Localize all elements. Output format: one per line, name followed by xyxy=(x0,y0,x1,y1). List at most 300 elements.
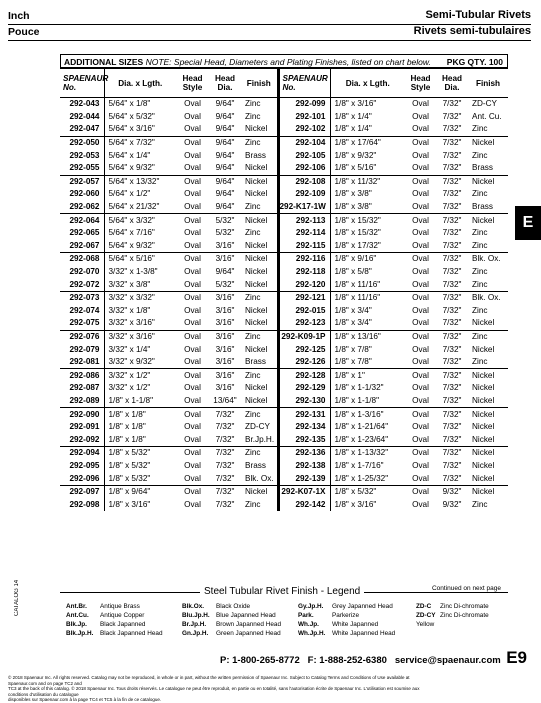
head-style: Oval xyxy=(184,370,201,380)
finish-2: Ant. Cu. xyxy=(472,111,502,121)
legend-abbrev: Wh.Jp.H. xyxy=(298,630,326,637)
head-style-2: Oval xyxy=(412,331,429,341)
finish-2: Nickel xyxy=(472,215,495,225)
head-dia-2: 7/32" xyxy=(436,162,468,175)
fine-line-2: TC3 at the back of this catalog. © 2018 Spaenaur Inc. Tous droits réservés. Le catalogue ne peut être reproduit, en partie ou en totalité, sans l'autorisation écrite de Spaenaur Inc. L'utilisation est soumise aux conditions d'utilisation du catalogue xyxy=(8,686,420,697)
legend-entry xyxy=(416,602,508,611)
finish-2: Nickel xyxy=(468,395,508,408)
item-number: 292-068 xyxy=(60,253,104,266)
table-row xyxy=(60,356,508,369)
head-dia-2: 7/32" xyxy=(442,370,462,380)
finish: Nickel xyxy=(241,175,278,188)
head-style-2: Oval xyxy=(412,267,429,277)
table-row xyxy=(60,98,508,111)
dia-length-2: 1/8" x 1-25/32" xyxy=(330,472,405,485)
item-number: 292-092 xyxy=(60,433,104,446)
head-style: Oval xyxy=(184,499,201,509)
head-dia: 7/32" xyxy=(209,433,241,446)
header-rule-1 xyxy=(8,24,531,25)
finish-2: ZD-CY xyxy=(472,99,498,109)
sizes-note: NOTE: Special Head, Diameters and Plating Finishes, listed on chart below. xyxy=(145,57,431,67)
legend-col-2 xyxy=(182,602,281,638)
finish: Nickel xyxy=(241,266,278,279)
item-number: 292-089 xyxy=(60,395,104,408)
item-number: 292-072 xyxy=(60,278,104,291)
item-number-2: 292-128 xyxy=(278,369,330,382)
legend-desc: Blue Japanned Head xyxy=(216,612,276,619)
dia-length-2: 1/8" x 3/16" xyxy=(334,499,377,509)
head-style: Oval xyxy=(184,138,201,148)
item-number-2: 292-115 xyxy=(278,240,330,253)
head-style: Oval xyxy=(176,240,209,253)
head-style: Oval xyxy=(176,278,209,291)
legend-entry xyxy=(66,611,163,620)
legend-abbrev: Blk.Ox. xyxy=(182,603,205,610)
head-style: Oval xyxy=(184,409,201,419)
item-number-2: 292-K17-1W xyxy=(278,201,330,214)
item-number: 292-079 xyxy=(60,343,104,356)
col-header-spn: SPAENAUR No. xyxy=(60,69,104,98)
head-style-2: Oval xyxy=(412,344,429,354)
item-number: 292-091 xyxy=(60,421,104,434)
head-style-2: Oval xyxy=(412,138,429,148)
finish: Brass xyxy=(241,149,278,162)
fine-line-1: © 2018 Spaenaur Inc. All rights reserved. Catalog may not be reproduced, in whole or in part, without the written permission of Spaenaur Inc. Subject to Catalog Terms and Conditions of Use available at Spaenaur.com and on page TC2 and xyxy=(8,675,410,686)
header-left-fr: Pouce xyxy=(8,26,40,38)
head-style-2: Oval xyxy=(412,189,429,199)
finish: Blk. Ox. xyxy=(241,472,278,485)
finish: Zinc xyxy=(241,98,278,111)
head-style-2: Oval xyxy=(405,433,436,446)
item-number: 292-064 xyxy=(60,214,104,227)
head-style: Oval xyxy=(184,305,201,315)
dia-length: 3/32" x 1/2" xyxy=(108,370,151,380)
item-number: 292-060 xyxy=(60,188,104,201)
header-rule-2 xyxy=(8,40,531,41)
legend-entry xyxy=(182,602,281,611)
head-dia-2: 9/32" xyxy=(442,499,462,509)
head-style: Oval xyxy=(176,395,209,408)
dia-length: 3/32" x 3/8" xyxy=(104,278,176,291)
legend-entry xyxy=(182,620,281,629)
table-row xyxy=(60,447,508,460)
col-header-head-dia-2: Head Dia. xyxy=(436,69,468,98)
legend-abbrev: Blk.Jp. xyxy=(66,621,87,628)
legend-entry xyxy=(298,620,395,629)
continued-note: Continued on next page xyxy=(431,585,501,592)
dia-length: 5/64" x 9/32" xyxy=(104,162,176,175)
col-header-dia: Dia. x Lgth. xyxy=(104,69,176,98)
finish-2: Nickel xyxy=(472,370,495,380)
head-style: Oval xyxy=(176,472,209,485)
head-style-2: Oval xyxy=(405,472,436,485)
finish: Nickel xyxy=(241,162,278,175)
legend-desc: Black Oxide xyxy=(216,603,251,610)
finish-2: Nickel xyxy=(472,138,495,148)
legend-entry xyxy=(298,602,395,611)
dia-length: 5/64" x 7/16" xyxy=(108,228,155,238)
item-number-2: 292-106 xyxy=(278,162,330,175)
dia-length-2: 1/8" x 17/64" xyxy=(334,138,381,148)
legend-abbrev: Gn.Jp.H. xyxy=(182,630,209,637)
head-style-2: Oval xyxy=(412,254,429,264)
dia-length-2: 1/8" x 11/16" xyxy=(334,293,381,303)
head-dia: 5/32" xyxy=(209,278,241,291)
finish: Nickel xyxy=(241,123,278,136)
table-row xyxy=(60,498,508,511)
item-number-2: 292-134 xyxy=(278,421,330,434)
finish-2: Zinc xyxy=(472,150,488,160)
head-style: Oval xyxy=(176,317,209,330)
header-right-en: Semi-Tubular Rivets xyxy=(425,9,531,21)
dia-length: 5/64" x 9/32" xyxy=(104,240,176,253)
dia-length-2: 1/8" x 1-7/16" xyxy=(334,460,384,470)
footer-contact xyxy=(220,655,501,666)
finish-2: Zinc xyxy=(472,189,488,199)
head-style-2: Oval xyxy=(412,460,429,470)
head-dia: 3/16" xyxy=(215,293,235,303)
item-number: 292-074 xyxy=(60,305,104,318)
head-style-2: Oval xyxy=(405,356,436,369)
finish: Nickel xyxy=(241,485,278,498)
catalog-side-label: CATALOG 14 xyxy=(14,579,20,616)
finish-2: Nickel xyxy=(472,344,495,354)
head-dia: 3/16" xyxy=(215,305,235,315)
head-style: Oval xyxy=(184,228,201,238)
legend-desc: Zinc Di-chromate xyxy=(440,603,489,610)
item-number: 292-065 xyxy=(60,227,104,240)
dia-length-2: 1/8" x 15/32" xyxy=(334,215,381,225)
dia-length-2: 1/8" x 3/4" xyxy=(334,305,372,315)
dia-length-2: 1/8" x 13/16" xyxy=(334,331,381,341)
finish: Zinc xyxy=(241,498,278,511)
dia-length: 3/32" x 1-3/8" xyxy=(108,267,158,277)
table-row xyxy=(60,330,508,343)
head-dia-2: 7/32" xyxy=(442,409,462,419)
head-dia-2: 7/32" xyxy=(442,460,462,470)
finish-2: Nickel xyxy=(468,433,508,446)
legend-abbrev: Park. xyxy=(298,612,314,619)
head-dia-2: 7/32" xyxy=(436,433,468,446)
finish: Zinc xyxy=(241,136,278,149)
dia-length-2: 1/8" x 3/8" xyxy=(334,189,372,199)
finish-2: Zinc xyxy=(472,267,488,277)
head-style: Oval xyxy=(184,460,201,470)
item-number-2: 292-142 xyxy=(278,498,330,511)
head-style-2: Oval xyxy=(412,215,429,225)
dia-length: 3/32" x 3/32" xyxy=(108,293,155,303)
dia-length: 1/8" x 5/32" xyxy=(108,448,151,458)
dia-length-2: 1/8" x 1-1/8" xyxy=(330,395,405,408)
legend-desc: Green Japanned Head xyxy=(216,630,281,637)
head-style: Oval xyxy=(184,422,201,432)
dia-length: 3/32" x 9/32" xyxy=(104,356,176,369)
item-number: 292-050 xyxy=(60,136,104,149)
head-dia-2: 7/32" xyxy=(442,189,462,199)
legend-entry xyxy=(416,611,508,629)
head-dia-2: 7/32" xyxy=(442,305,462,315)
finish: Zinc xyxy=(241,330,278,343)
legend-entry xyxy=(66,620,163,629)
finish: Zinc xyxy=(241,201,278,214)
head-style-2: Oval xyxy=(412,409,429,419)
dia-length: 1/8" x 1/8" xyxy=(108,409,146,419)
finish: Nickel xyxy=(241,305,278,318)
table-row xyxy=(60,291,508,304)
head-dia-2: 7/32" xyxy=(436,356,468,369)
head-style: Oval xyxy=(184,267,201,277)
dia-length: 3/32" x 3/16" xyxy=(104,317,176,330)
dia-length: 1/8" x 5/32" xyxy=(104,472,176,485)
col-header-spn-2: SPAENAUR No. xyxy=(278,69,330,98)
finish-2: Zinc xyxy=(468,356,508,369)
item-number-2: 292-125 xyxy=(278,343,330,356)
item-number-2: 292-015 xyxy=(278,305,330,318)
dia-length-2: 1/8" x 1/4" xyxy=(334,111,372,121)
legend-abbrev: Wh.Jp. xyxy=(298,621,319,628)
legend-desc: Antique Brass xyxy=(100,603,140,610)
table-row xyxy=(60,305,508,318)
item-number: 292-073 xyxy=(60,291,104,304)
legend-desc: Black Japanned xyxy=(100,621,146,628)
dia-length: 1/8" x 1/8" xyxy=(104,433,176,446)
table-row xyxy=(60,214,508,227)
item-number: 292-057 xyxy=(60,175,104,188)
finish-2: Brass xyxy=(468,201,508,214)
legend-desc: Black Japanned Head xyxy=(100,630,163,637)
head-dia: 5/32" xyxy=(215,215,235,225)
dia-length-2: 1/8" x 7/8" xyxy=(334,344,372,354)
head-dia: 9/64" xyxy=(209,201,241,214)
legend-desc: Zinc Di-chromate Yellow xyxy=(416,612,489,628)
item-number-2: 292-135 xyxy=(278,433,330,446)
dia-length: 5/64" x 5/32" xyxy=(108,111,155,121)
dia-length: 1/8" x 9/64" xyxy=(108,487,151,497)
head-style: Oval xyxy=(184,344,201,354)
dia-length: 1/8" x 5/32" xyxy=(108,460,151,470)
finish: Nickel xyxy=(241,317,278,330)
finish-2: Nickel xyxy=(468,472,508,485)
item-number-2: 292-123 xyxy=(278,317,330,330)
finish-2: Nickel xyxy=(472,460,495,470)
head-dia: 3/16" xyxy=(215,370,235,380)
head-dia: 7/32" xyxy=(215,422,235,432)
head-style: Oval xyxy=(184,215,201,225)
finish: Brass xyxy=(241,460,278,473)
head-style-2: Oval xyxy=(412,305,429,315)
legend-col-4 xyxy=(416,602,508,629)
table-row xyxy=(60,278,508,291)
head-style-2: Oval xyxy=(412,383,429,393)
page-number: E9 xyxy=(506,648,527,667)
head-dia: 3/16" xyxy=(215,344,235,354)
table-row xyxy=(60,395,508,408)
finish: Nickel xyxy=(241,214,278,227)
dia-length: 5/64" x 1/4" xyxy=(108,150,151,160)
table-row xyxy=(60,266,508,279)
dia-length-2: 1/8" x 11/16" xyxy=(330,278,405,291)
head-dia-2: 7/32" xyxy=(442,111,462,121)
head-dia: 3/16" xyxy=(215,331,235,341)
item-number-2: 292-126 xyxy=(278,356,330,369)
table-header-row xyxy=(60,69,508,98)
dia-length: 5/64" x 3/32" xyxy=(108,215,155,225)
legend-entry xyxy=(182,629,281,638)
head-dia: 9/64" xyxy=(209,123,241,136)
table-row xyxy=(60,175,508,188)
table-row xyxy=(60,485,508,498)
item-number-2: 292-109 xyxy=(278,188,330,201)
head-style-2: Oval xyxy=(412,176,429,186)
table-row xyxy=(60,472,508,485)
item-number-2: 292-114 xyxy=(278,227,330,240)
head-style: Oval xyxy=(176,201,209,214)
dia-length: 5/64" x 1/8" xyxy=(108,99,151,109)
dia-length: 5/64" x 3/16" xyxy=(104,123,176,136)
head-style: Oval xyxy=(176,356,209,369)
head-dia-2: 7/32" xyxy=(436,240,468,253)
finish-2: Zinc xyxy=(468,123,508,136)
finish: ZD-CY xyxy=(241,421,278,434)
head-dia: 13/64" xyxy=(209,395,241,408)
item-number-2: 292-118 xyxy=(278,266,330,279)
rivet-table xyxy=(60,68,508,511)
additional-sizes-bar xyxy=(60,54,508,68)
dia-length: 5/64" x 5/16" xyxy=(108,254,155,264)
head-dia-2: 7/32" xyxy=(436,395,468,408)
finish: Nickel xyxy=(241,253,278,266)
table-row xyxy=(60,201,508,214)
finish-2: Nickel xyxy=(472,448,495,458)
head-style: Oval xyxy=(184,293,201,303)
finish-2: Zinc xyxy=(468,278,508,291)
finish-2: Nickel xyxy=(468,317,508,330)
item-number: 292-097 xyxy=(60,485,104,498)
item-number: 292-081 xyxy=(60,356,104,369)
head-style: Oval xyxy=(184,383,201,393)
head-style: Oval xyxy=(184,150,201,160)
table-row xyxy=(60,382,508,395)
head-dia: 3/16" xyxy=(209,356,241,369)
item-number: 292-062 xyxy=(60,201,104,214)
item-number: 292-096 xyxy=(60,472,104,485)
dia-length-2: 1/8" x 3/8" xyxy=(330,201,405,214)
table-row xyxy=(60,227,508,240)
finish: Br.Jp.H. xyxy=(241,433,278,446)
head-dia: 3/16" xyxy=(209,240,241,253)
item-number: 292-053 xyxy=(60,149,104,162)
head-style: Oval xyxy=(184,448,201,458)
finish: Nickel xyxy=(241,382,278,395)
legend-entry xyxy=(66,602,163,611)
col-header-head-style-2: Head Style xyxy=(405,69,436,98)
head-dia-2: 7/32" xyxy=(442,331,462,341)
legend-col-3 xyxy=(298,602,395,638)
head-dia: 9/64" xyxy=(215,267,235,277)
dia-length-2: 1/8" x 1-21/64" xyxy=(334,422,389,432)
head-dia: 7/32" xyxy=(215,409,235,419)
item-number-2: 292-136 xyxy=(278,447,330,460)
table-row xyxy=(60,240,508,253)
head-style-2: Oval xyxy=(412,111,429,121)
item-number-2: 292-101 xyxy=(278,111,330,124)
head-style-2: Oval xyxy=(412,99,429,109)
head-style-2: Oval xyxy=(412,487,429,497)
legend-abbrev: Blk.Jp.H. xyxy=(66,630,94,637)
head-dia-2: 7/32" xyxy=(442,99,462,109)
head-dia: 9/64" xyxy=(209,162,241,175)
dia-length-2: 1/8" x 5/32" xyxy=(334,487,377,497)
head-dia: 9/64" xyxy=(215,99,235,109)
dia-length-2: 1/8" x 7/8" xyxy=(330,356,405,369)
head-dia: 9/64" xyxy=(215,150,235,160)
legend-abbrev: Ant.Cu. xyxy=(66,612,89,619)
table-row xyxy=(60,188,508,201)
item-number: 292-047 xyxy=(60,123,104,136)
head-style: Oval xyxy=(184,99,201,109)
finish-2: Zinc xyxy=(472,331,488,341)
head-dia-2: 7/32" xyxy=(442,448,462,458)
head-dia: 7/32" xyxy=(215,487,235,497)
section-tab-e: E xyxy=(515,206,541,240)
item-number-2: 292-113 xyxy=(278,214,330,227)
footer-email[interactable]: service@spaenaur.com xyxy=(394,655,501,666)
dia-length: 5/64" x 13/32" xyxy=(108,176,160,186)
finish-2: Nickel xyxy=(472,383,495,393)
head-dia-2: 7/32" xyxy=(442,228,462,238)
dia-length-2: 1/8" x 1-23/64" xyxy=(330,433,405,446)
legend-desc: Antique Copper xyxy=(100,612,145,619)
legend-abbrev: ZD-C xyxy=(416,603,432,610)
head-dia-2: 7/32" xyxy=(442,293,462,303)
item-number-2: 292-131 xyxy=(278,408,330,421)
table-row xyxy=(60,421,508,434)
item-number-2: 292-120 xyxy=(278,278,330,291)
dia-length-2: 1/8" x 11/32" xyxy=(334,176,381,186)
finish-2: Zinc xyxy=(468,240,508,253)
head-dia-2: 7/32" xyxy=(442,383,462,393)
head-dia: 9/64" xyxy=(215,176,235,186)
dia-length: 1/8" x 3/16" xyxy=(108,499,151,509)
legend-abbrev: Gy.Jp.H. xyxy=(298,603,324,610)
head-dia-2: 7/32" xyxy=(442,254,462,264)
dia-length-2: 1/8" x 9/32" xyxy=(334,150,377,160)
item-number: 292-043 xyxy=(60,98,104,111)
head-dia: 3/16" xyxy=(215,254,235,264)
item-number-2: 292-121 xyxy=(278,291,330,304)
head-dia-2: 7/32" xyxy=(442,150,462,160)
head-style: Oval xyxy=(184,176,201,186)
head-dia: 3/16" xyxy=(209,317,241,330)
item-number-2: 292-099 xyxy=(278,98,330,111)
finish: Nickel xyxy=(241,240,278,253)
table-row xyxy=(60,253,508,266)
head-dia-2: 7/32" xyxy=(442,215,462,225)
legend-entry xyxy=(66,629,163,638)
finish: Zinc xyxy=(241,227,278,240)
col-header-head-style: Head Style xyxy=(176,69,209,98)
head-style: Oval xyxy=(184,111,201,121)
head-dia: 7/32" xyxy=(215,460,235,470)
pkg-qty: PKG QTY. 100 xyxy=(446,57,503,67)
finish-2: Zinc xyxy=(472,499,488,509)
finish-2: Nickel xyxy=(472,422,495,432)
head-style-2: Oval xyxy=(412,370,429,380)
legend-abbrev: Blu.Jp.H. xyxy=(182,612,210,619)
dia-length: 1/8" x 1-1/8" xyxy=(104,395,176,408)
col-header-finish: Finish xyxy=(241,69,278,98)
item-number-2: 292-105 xyxy=(278,149,330,162)
